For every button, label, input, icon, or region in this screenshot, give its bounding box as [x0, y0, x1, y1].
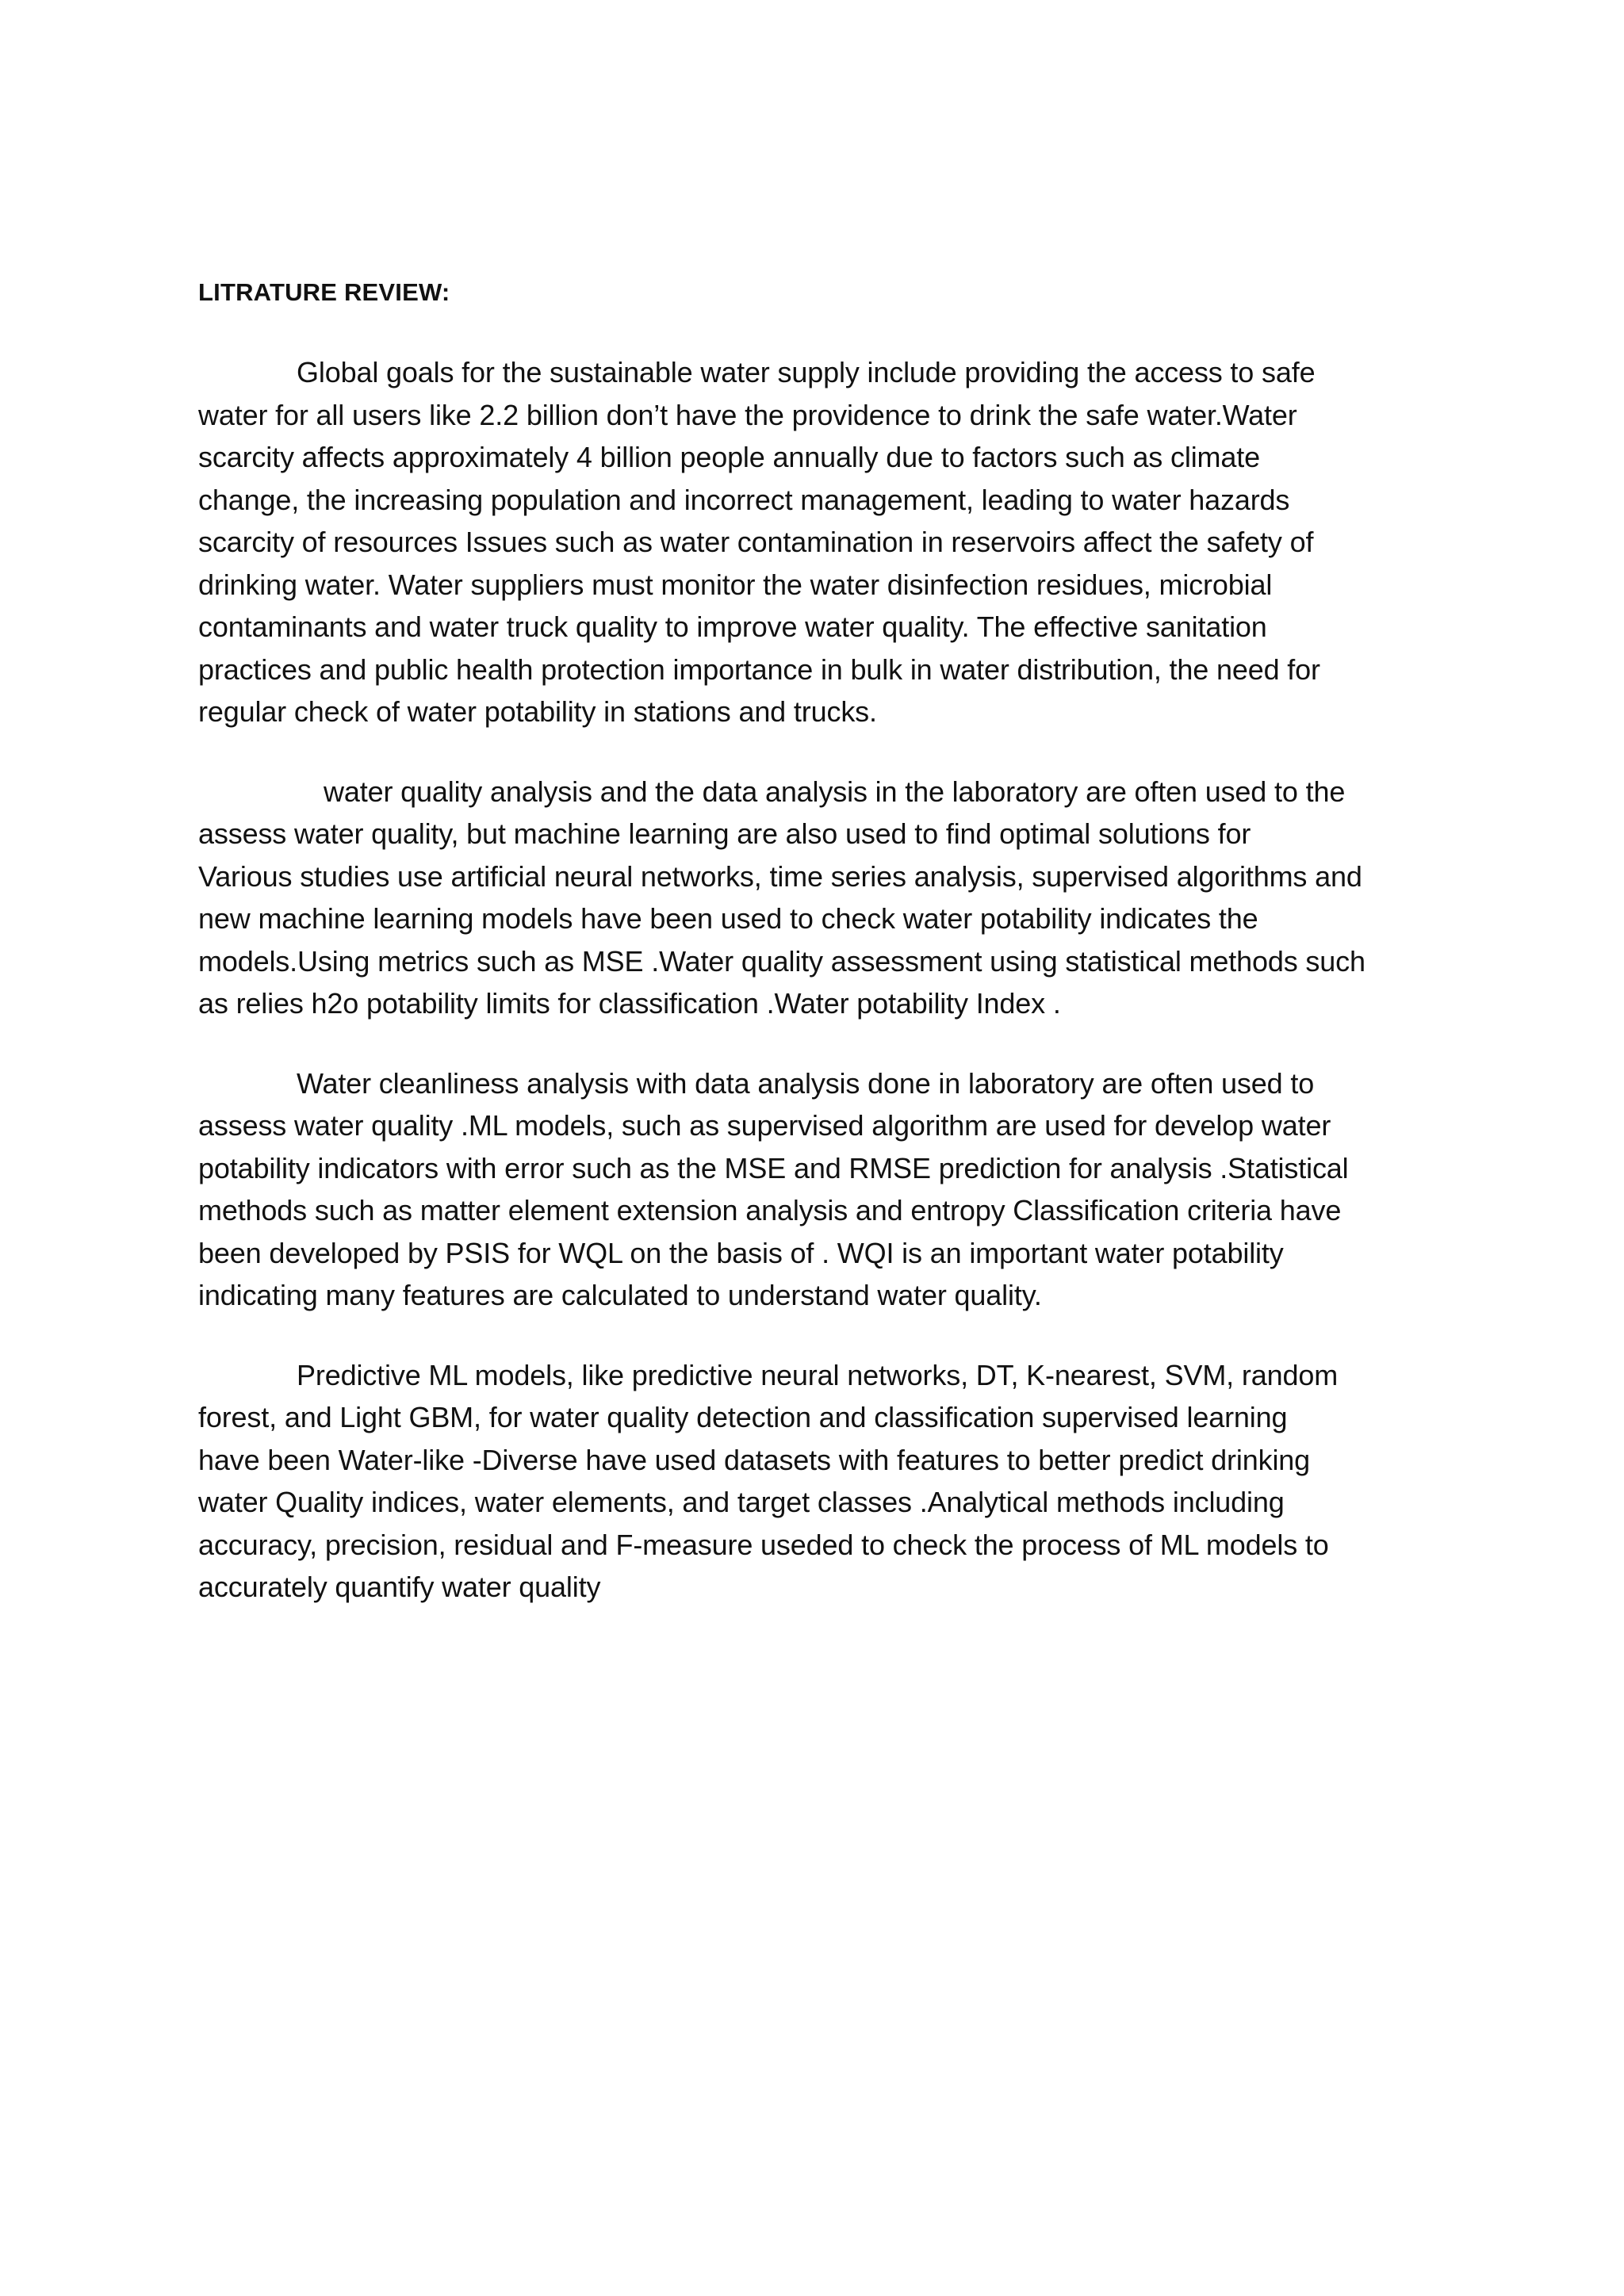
paragraph-line: accuracy, precision, residual and F-measure useded to check the process of ML models to: [198, 1528, 1329, 1561]
section-heading: LITRATURE REVIEW:: [198, 278, 450, 306]
paragraph-line: forest, and Light GBM, for water quality detection and classification supervised learning: [198, 1401, 1288, 1433]
paragraph-line: models.Using metrics such as MSE .Water quality assessment using statistical methods such: [198, 944, 1365, 978]
paragraph-line: water quality analysis and the data analysis in the laboratory are often used to the: [324, 775, 1346, 808]
paragraph-line: change, the increasing population and incorrect management, leading to water hazards: [198, 483, 1290, 516]
paragraph-line: new machine learning models have been used to check water potability indicates the: [198, 902, 1258, 935]
paragraph-line: regular check of water potability in stations and trucks.: [198, 695, 877, 728]
paragraph-1: [198, 351, 1451, 733]
paragraph-line: Water cleanliness analysis with data analysis done in laboratory are often used to: [297, 1066, 1315, 1100]
paragraph-line: practices and public health protection importance in bulk in water distribution, the need for: [198, 652, 1320, 686]
paragraph-line: water Quality indices, water elements, and target classes .Analytical methods including: [198, 1486, 1285, 1518]
paragraph-line: accurately quantify water quality: [198, 1571, 601, 1603]
paragraph-2: [198, 771, 1451, 1025]
paragraph-line: have been Water-like -Diverse have used datasets with features to better predict drinking: [198, 1443, 1311, 1476]
paragraph-line: scarcity of resources Issues such as water contamination in reservoirs affect the safety of: [198, 526, 1314, 558]
paragraph-line: drinking water. Water suppliers must monitor the water disinfection residues, microbial: [198, 568, 1273, 601]
paragraph-line: Predictive ML models, like predictive neural networks, DT, K-nearest, SVM, random: [297, 1358, 1339, 1391]
paragraph-line: Global goals for the sustainable water supply include providing the access to safe: [297, 356, 1316, 388]
paragraph-line: scarcity affects approximately 4 billion people annually due to factors such as climate: [198, 441, 1260, 473]
document-body: [198, 271, 1451, 1646]
paragraph-4: [198, 1354, 1451, 1609]
paragraph-line: contaminants and water truck quality to improve water quality. The effective sanitation: [198, 610, 1267, 643]
paragraph-line: methods such as matter element extension analysis and entropy Classification criteria have: [198, 1194, 1342, 1226]
paragraph-line: assess water quality .ML models, such as supervised algorithm are used for develop water: [198, 1109, 1331, 1142]
paragraph-3: [198, 1062, 1451, 1317]
paragraph-line: assess water quality, but machine learning are also used to find optimal solutions for: [198, 817, 1251, 850]
paragraph-line: water for all users like 2.2 billion don’t have the providence to drink the safe water.Water: [198, 398, 1297, 431]
paragraph-line: as relies h2o potability limits for classification .Water potability Index .: [198, 987, 1061, 1020]
paragraph-line: indicating many features are calculated to understand water quality.: [198, 1279, 1042, 1311]
paragraph-line: Various studies use artificial neural networks, time series analysis, supervised algorithms and: [198, 859, 1362, 893]
paragraph-line: potability indicators with error such as the MSE and RMSE prediction for analysis .Statistical: [198, 1151, 1349, 1184]
paragraph-line: been developed by PSIS for WQL on the basis of . WQI is an important water potability: [198, 1236, 1284, 1269]
